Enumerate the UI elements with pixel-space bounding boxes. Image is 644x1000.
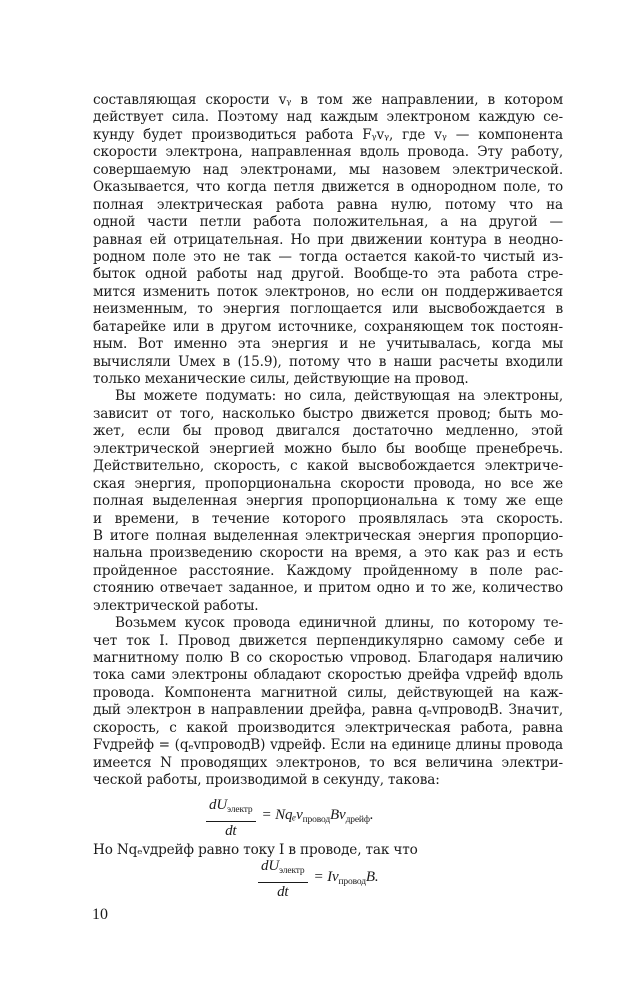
fraction <box>258 858 308 901</box>
text-line: одной части петли работа положительная, а на другой — <box>93 214 563 231</box>
text-line: чет ток I. Провод движется перпендикулярно самому себе и <box>93 632 563 649</box>
equation-power <box>93 796 563 842</box>
fraction-denominator: dt <box>277 883 289 900</box>
text-line: действует сила. Поэтому над каждым электроном каждую се- <box>93 109 563 126</box>
text-line: Вы можете подумать: но сила, действующая на электроны, <box>115 388 563 405</box>
text-line: жет, если бы провод двигался достаточно медленно, этой <box>93 423 563 440</box>
equation-rhs: = $Nq_ev_{провод}Bv_{дрейф}$. <box>261 807 374 826</box>
fraction <box>206 797 256 840</box>
text-line: скорость, с какой производится электрическая работа, равна <box>93 719 563 736</box>
text-line: неизменным, то энергия поглощается или высвобождается в <box>93 301 563 318</box>
text-line: ческой работы, производимой в секунду, такова: <box>93 772 440 789</box>
text-line: равная ей отрицательная. Но при движении контура в неодно- <box>93 231 563 248</box>
equation-power-current <box>93 857 563 903</box>
text-line: полная выделенная энергия пропорциональна к тому же еще <box>93 493 563 510</box>
text-line: батарейке или в другом источнике, сохраняющем ток постоян- <box>93 318 563 335</box>
fraction-numerator: $dU_{электр}$ <box>258 858 308 882</box>
text-line: ская энергия, пропорциональна скорости провода, но все же <box>93 475 563 492</box>
text-line: Возьмем кусок провода единичной длины, по которому те- <box>115 615 563 632</box>
text-line: составляющая скорости vᵧ в том же направлении, в котором <box>93 92 563 108</box>
text-line: родном поле это не так — тогда остается какой-то чистый из- <box>93 248 563 265</box>
text-line: и времени, в течение которого проявлялась эта скорость. <box>93 510 563 527</box>
text-line: В итоге полная выделенная электрическая энергия пропорцио- <box>93 527 563 544</box>
text-line: вычисляли Uмех в (15.9), потому что в наши расчеты входили <box>93 353 563 370</box>
page-number: 10 <box>92 906 108 923</box>
text-line: полная электрическая работа равна нулю, потому что на <box>93 196 563 213</box>
text-line: нальна произведению скорости на время, а это как раз и есть <box>93 545 563 562</box>
text-line: провода. Компонента магнитной силы, действующей на каж- <box>93 684 563 701</box>
text-line: только механические силы, действующие на провод. <box>93 371 469 387</box>
between-text: Но Nqₑvдрейф равно току I в проводе, так что <box>93 841 418 858</box>
text-line: дый электрон в направлении дрейфа, равна qₑvпроводB. Значит, <box>93 702 563 719</box>
text-line: имеется N проводящих электронов, то вся величина электри- <box>93 754 563 771</box>
text-line: Действительно, скорость, с какой высвобождается электриче- <box>93 458 563 475</box>
text-line: мится изменить поток электронов, но если он поддерживается <box>93 283 563 300</box>
book-page-text <box>93 92 563 903</box>
text-line: пройденное расстояние. Каждому пройденному в поле рас- <box>93 562 563 579</box>
text-line: Оказывается, что когда петля движется в однородном поле, то <box>93 179 563 196</box>
text-line: совершаемую над электронами, мы назовем электрической. <box>93 161 563 178</box>
text-line: тока сами электроны обладают скоростью дрейфа vдрейф вдоль <box>93 667 563 684</box>
fraction-numerator: $dU_{электр}$ <box>206 797 256 821</box>
text-line: быток одной работы над другой. Вообще-то эта работа стре- <box>93 266 563 283</box>
paragraphs <box>93 92 563 790</box>
fraction-denominator: dt <box>225 822 237 839</box>
equation-rhs: = $Iv_{провод}B$. <box>313 868 379 887</box>
text-line: электрической работы. <box>93 597 259 614</box>
text-line: ным. Вот именно эта энергия и не учитывалась, когда мы <box>93 336 563 353</box>
text-line: Fvдрейф = (qₑvпроводB) vдрейф. Если на единице длины провода <box>93 737 563 754</box>
text-line: магнитному полю B со скоростью vпровод. Благодаря наличию <box>93 650 563 666</box>
text-line: электрической энергией можно было бы вообще пренебречь. <box>93 440 563 457</box>
text-line: кунду будет производиться работа Fᵧvᵧ, где vᵧ — компонента <box>93 126 563 143</box>
text-line: скорости электрона, направленная вдоль провода. Эту работу, <box>93 144 563 161</box>
text-line: зависит от того, насколько быстро движется провод; быть мо- <box>93 405 563 422</box>
text-line: стоянию отвечает заданное, и притом одно и то же, количество <box>93 580 563 597</box>
